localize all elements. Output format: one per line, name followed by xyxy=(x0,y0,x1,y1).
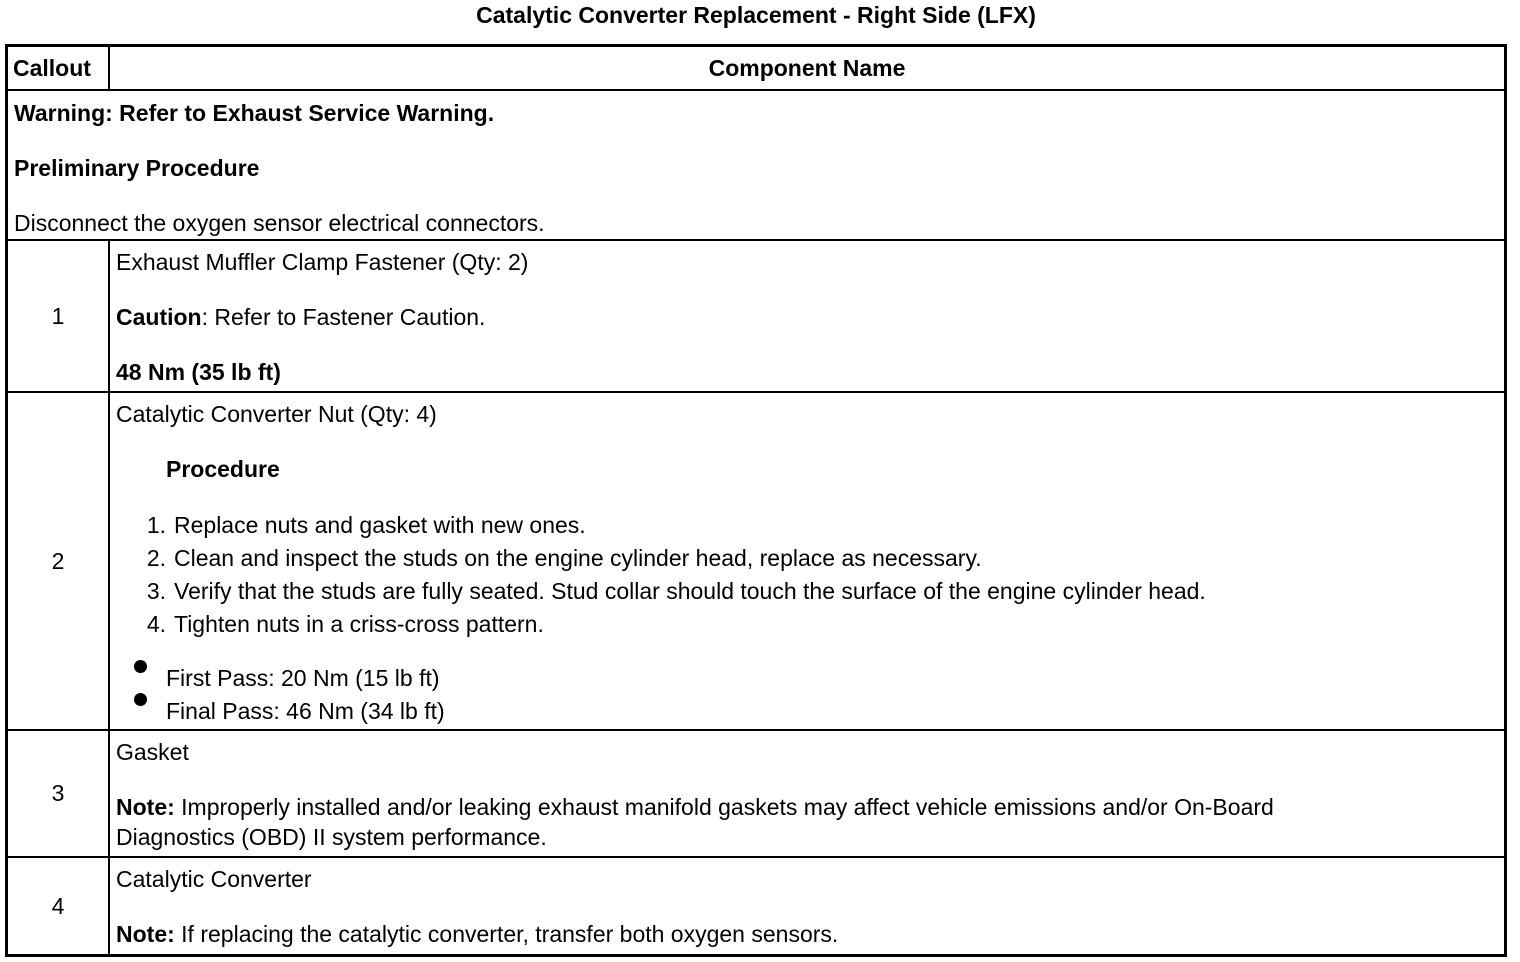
callout-column-header: Callout xyxy=(7,46,110,91)
intro-row xyxy=(7,90,1506,240)
step-text: Tighten nuts in a criss-cross pattern. xyxy=(174,611,544,637)
procedure-steps xyxy=(116,509,1498,641)
note-label: Note: xyxy=(116,794,175,820)
step-number: 1. xyxy=(146,512,166,538)
bullet-icon xyxy=(134,693,147,706)
callout-cell: 1 xyxy=(7,240,110,392)
component-table xyxy=(5,44,1507,957)
list-item xyxy=(116,608,1498,641)
note-text-continued: Diagnostics (OBD) II system performance. xyxy=(116,824,547,850)
preliminary-heading: Preliminary Procedure xyxy=(14,155,260,181)
step-text: Replace nuts and gasket with new ones. xyxy=(174,512,586,538)
step-number: 2. xyxy=(146,545,166,571)
note-body: Improperly installed and/or leaking exhaust manifold gaskets may affect vehicle emissions and/or On-Board xyxy=(174,794,1274,820)
page-title: Catalytic Converter Replacement - Right Side (LFX) xyxy=(476,2,1036,28)
procedure-heading: Procedure xyxy=(166,456,280,482)
component-name: Exhaust Muffler Clamp Fastener (Qty: 2) xyxy=(116,249,529,275)
pass-text: Final Pass: 46 Nm (34 lb ft) xyxy=(166,698,445,724)
step-text: Verify that the studs are fully seated. Stud collar should touch the surface of the engine cylinder head. xyxy=(174,578,1206,604)
callout-cell: 3 xyxy=(7,730,110,857)
component-cell xyxy=(109,392,1506,730)
component-name-column-header: Component Name xyxy=(109,46,1506,91)
step-number: 3. xyxy=(146,578,166,604)
intro-cell xyxy=(7,90,1506,240)
component-cell xyxy=(109,857,1506,956)
list-item xyxy=(116,662,1498,695)
list-item xyxy=(116,509,1498,542)
note-text xyxy=(116,919,1498,949)
component-name: Catalytic Converter Nut (Qty: 4) xyxy=(116,401,437,427)
caution-label: Caution xyxy=(116,304,202,330)
note-label: Note: xyxy=(116,921,175,947)
list-item xyxy=(116,575,1498,608)
note-body: If replacing the catalytic converter, transfer both oxygen sensors. xyxy=(174,921,839,947)
list-item xyxy=(116,695,1498,728)
table-row xyxy=(7,730,1506,857)
callout-cell: 2 xyxy=(7,392,110,730)
table-row xyxy=(7,857,1506,956)
preliminary-text: Disconnect the oxygen sensor electrical connectors. xyxy=(14,210,545,236)
table-row xyxy=(7,240,1506,392)
bullet-icon xyxy=(134,660,147,673)
step-number: 4. xyxy=(146,611,166,637)
component-name: Gasket xyxy=(116,739,189,765)
callout-cell: 4 xyxy=(7,857,110,956)
step-text: Clean and inspect the studs on the engine cylinder head, replace as necessary. xyxy=(174,545,982,571)
component-cell xyxy=(109,240,1506,392)
note-text xyxy=(116,792,1498,822)
torque-spec: 48 Nm (35 lb ft) xyxy=(116,359,281,385)
list-item xyxy=(116,542,1498,575)
pass-text: First Pass: 20 Nm (15 lb ft) xyxy=(166,665,440,691)
component-name: Catalytic Converter xyxy=(116,866,312,892)
table-header-row xyxy=(7,46,1506,91)
warning-text: Warning: Refer to Exhaust Service Warning. xyxy=(14,100,495,126)
table-row xyxy=(7,392,1506,730)
component-cell xyxy=(109,730,1506,857)
caution-text xyxy=(116,302,1498,332)
caution-body: : Refer to Fastener Caution. xyxy=(201,304,486,330)
torque-pass-list xyxy=(116,662,1498,728)
